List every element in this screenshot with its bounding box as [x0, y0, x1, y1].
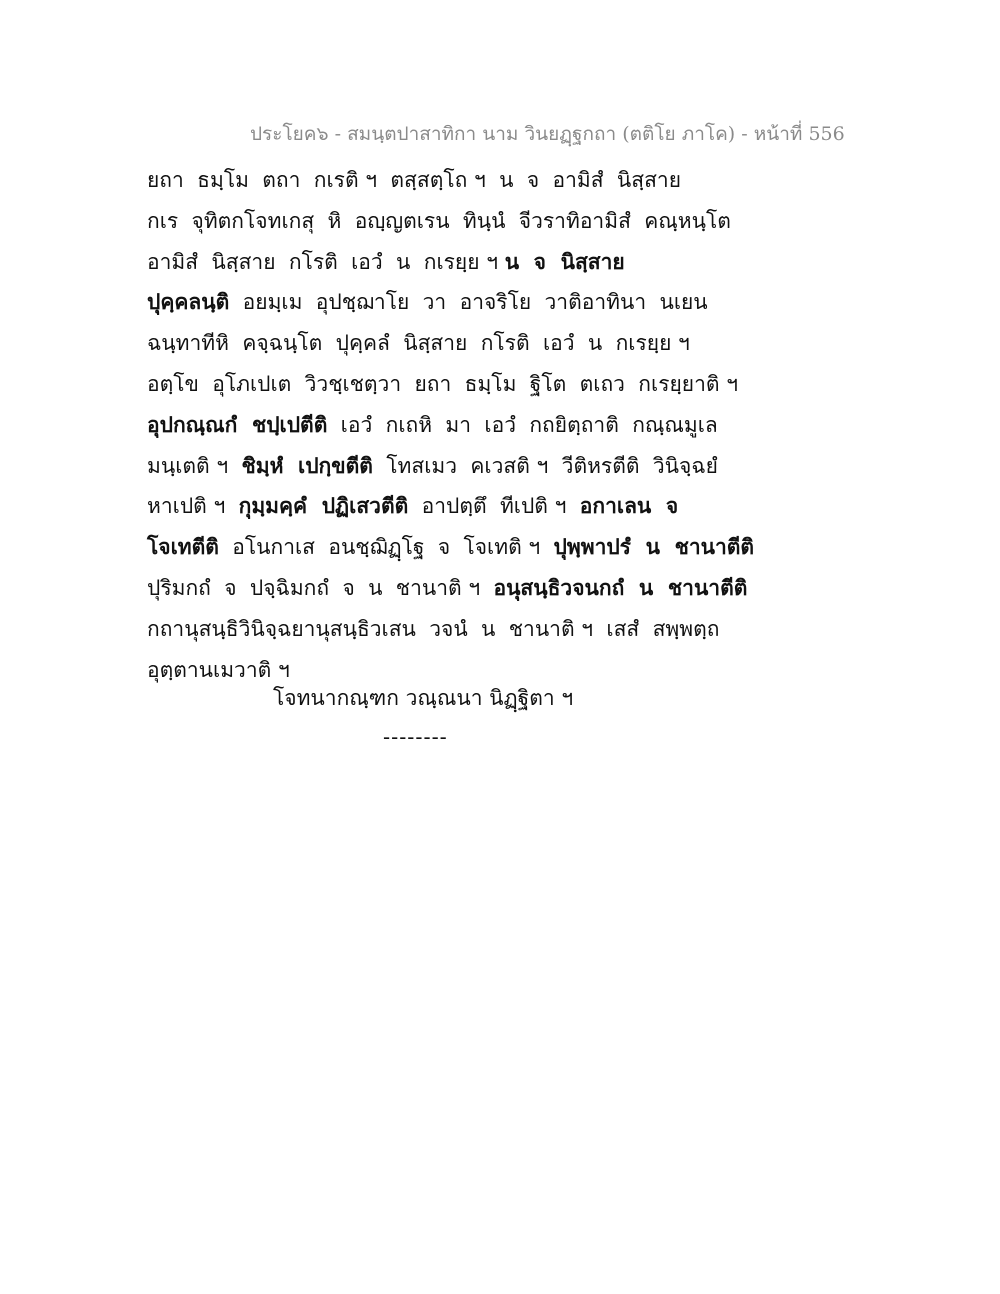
bold-term: อนุสนฺธิวจนกถํ น ชานาตีติ: [493, 574, 748, 600]
text-line: [147, 446, 847, 487]
text-line: [147, 568, 847, 609]
running-head: ประโยค๖ - สมนฺตปาสาทิกา นาม วินยฏฺฐกถา (ตติโย ภาโค) - หน้าที่ 556: [250, 123, 845, 145]
bold-term: ปุคฺคลนฺติ: [147, 289, 230, 315]
text-run: อาปตฺตึ ทีเปติ ฯ: [408, 494, 580, 519]
bold-term: ปุพฺพาปรํ น ชานาตีติ: [553, 534, 755, 560]
text-line: [147, 242, 847, 283]
text-run: อโนกาเส อนชฺฌิฏฺโฐ จ โจเทติ ฯ: [218, 535, 554, 560]
text-line: [147, 201, 847, 242]
bold-term: กุมฺมคฺคํ ปฏิเสวตีติ: [238, 493, 409, 519]
text-run: กถานุสนฺธิวินิจฺฉยานุสนฺธิวเสน วจนํ น ชานาติ ฯ เสสํ สพฺพตฺถ: [147, 616, 720, 641]
bold-term: อกาเลน จ: [579, 493, 679, 519]
text-run: อตฺโข อุโภเปเต วิวชฺเชตฺวา ยถา ธมฺโม ฐิโต ตเถว กเรยฺยาติ ฯ: [147, 371, 738, 396]
text-line: [147, 282, 847, 323]
text-run: หาเปติ ฯ: [147, 494, 239, 519]
text-run: อุตฺตานเมวาติ ฯ: [147, 657, 290, 682]
text-run: อยมฺเม อุปชฺฌาโย วา อาจริโย วาติอาทินา นเยน: [229, 290, 708, 315]
text-run: ปุริมกถํ จ ปจฺฉิมกถํ จ น ชานาติ ฯ: [147, 575, 494, 600]
text-line: [147, 486, 847, 527]
body-text: [147, 160, 847, 690]
text-line: [147, 527, 847, 568]
bold-term: อุปกณฺณกํ ชปฺเปตีติ: [147, 411, 328, 437]
bold-term: โจเทตีติ: [147, 534, 219, 560]
text-line: [147, 405, 847, 446]
text-run: เอวํ กเถหิ มา เอวํ กถยิตฺถาติ กณฺณมูเล: [327, 412, 718, 437]
section-divider: --------: [383, 725, 448, 749]
text-line: [147, 364, 847, 405]
text-run: โทสเมว คเวสติ ฯ วีติหรตีติ วินิจฺฉยํ: [372, 453, 718, 478]
text-run: อามิสํ นิสฺสาย กโรติ เอวํ น กเรยฺย ฯ: [147, 249, 505, 274]
closing-line: โจทนากณฺฑก วณฺณนา นิฏฺฐิตา ฯ: [273, 686, 574, 710]
text-run: ฉนฺทาทีหิ คจฺฉนฺโต ปุคฺคลํ นิสฺสาย กโรติ เอวํ น กเรยฺย ฯ: [147, 331, 690, 356]
text-line: [147, 323, 847, 364]
text-run: ยถา ธมฺโม ตถา กเรติ ฯ ตสฺสตฺโถ ฯ น จ อามิสํ นิสฺสาย: [147, 168, 682, 192]
bold-term: น จ นิสฺสาย: [504, 248, 625, 274]
text-line: [147, 160, 847, 201]
bold-term: ชิมฺหํ เปกฺขตีติ: [241, 452, 373, 478]
text-run: กเร จุทิตกโจทเกสุ หิ อญฺญตเรน ทินฺนํ จีวราทิอามิสํ คณฺหนฺโต: [147, 208, 731, 233]
text-line: [147, 609, 847, 650]
text-run: มนฺเตติ ฯ: [147, 453, 242, 478]
